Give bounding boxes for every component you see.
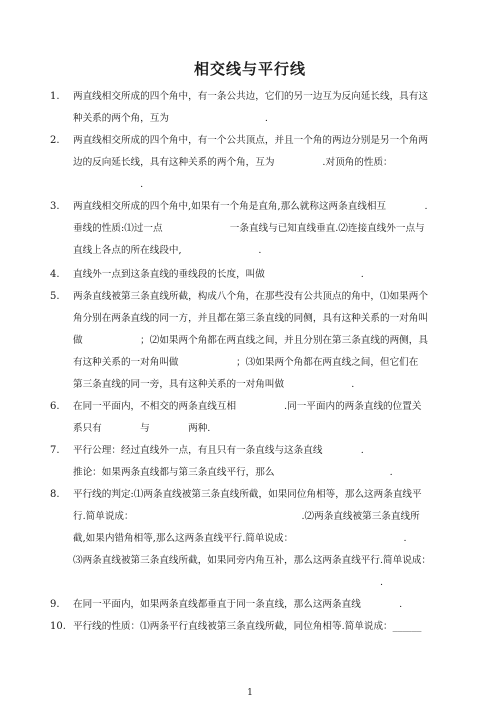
question-number: 7. [50,445,60,456]
question-number: 8. [50,489,60,500]
question-text-line: 角分别在两条直线的同一方，并且都在第三条直线的同侧，具有这种关系的一对角叫 [73,313,428,324]
question-number: 5. [50,291,60,302]
question-text-line: 两条直线被第三条直线所截，构成八个角，在那些没有公共顶点的角中，⑴如果两个 [73,291,428,302]
question-text-line: 有这种关系的一对角叫做 ；⑶如果两个角都在两直线之间，但它们在 [73,357,419,368]
question-text-line: 系只有 与 两种. [73,423,211,434]
page-number: 1 [247,688,253,698]
question-text-line: 垂线的性质:⑴过一点 一条直线与已知直线垂直.⑵连接直线外一点与 [73,223,425,234]
question-text-line: . [73,179,144,190]
question-text-line: . [73,577,384,588]
question-text-line: 做 ；⑵如果两个角都在两直线之间，并且分别在第三条直线的两侧，具 [73,335,428,346]
question-number: 3. [50,201,60,212]
question-text-line: 两直线相交所成的四个角中，有一个公共顶点，并且一个角的两边分别是另一个角两 [73,135,428,146]
page-title: 相交线与平行线 [193,60,306,78]
question-text-line: 直线上各点的所在线段中, . [73,245,262,256]
question-text-line: 在同一平面内，如果两条直线都垂直于同一条直线，那么这两条直线 . [73,599,403,610]
question-text-line: 推论：如果两条直线都与第三条直线平行，那么 . [73,467,393,478]
question-text-line: 两直线相交所成的四个角中，有一条公共边，它们的另一边互为反向延长线，具有这 [73,91,428,102]
question-text-line: 截,如果内错角相等,那么这两条直线平行.简单说成： . [73,533,407,544]
question-number: 2. [50,135,60,146]
question-text-line: 种关系的两个角，互为 . [73,113,268,124]
question-number: 9. [50,599,60,610]
question-number: 10. [50,621,66,632]
question-text-line: 边的反向延长线，具有这种关系的两个角，互为 .对顶角的性质： [73,157,393,168]
question-text-line: ⑶两条直线被第三条直线所截，如果同旁内角互补，那么这两条直线平行.简单说成： [73,555,432,566]
question-text-line: 第三条直线的同一旁，具有这种关系的一对角叫做 . [73,379,355,390]
question-number: 1. [50,91,60,102]
question-text-line: 直线外一点到这条直线的垂线段的长度，叫做 . [73,269,364,280]
question-text-line: 平行线的判定:⑴两条直线被第三条直线所截，如果同位角相等，那么这两条直线平 [73,489,422,500]
question-number: 6. [50,401,60,412]
question-text-line: 行.简单说成： .⑵两条直线被第三条直线所 [73,511,420,522]
question-text-line: 平行公理：经过直线外一点，有且只有一条直线与这条直线 . [73,445,364,456]
question-text-line: 在同一平面内，不相交的两条直线互相 .同一平面内的两条直线的位置关 [73,401,422,412]
question-text-line: 平行线的性质：⑴两条平行直线被第三条直线所截，同位角相等.简单说成：______ [73,621,422,632]
question-number: 4. [50,269,60,280]
question-text-line: 两直线相交所成的四个角中,如果有一个角是直角,那么就称这两条直线相互 . [73,201,428,212]
